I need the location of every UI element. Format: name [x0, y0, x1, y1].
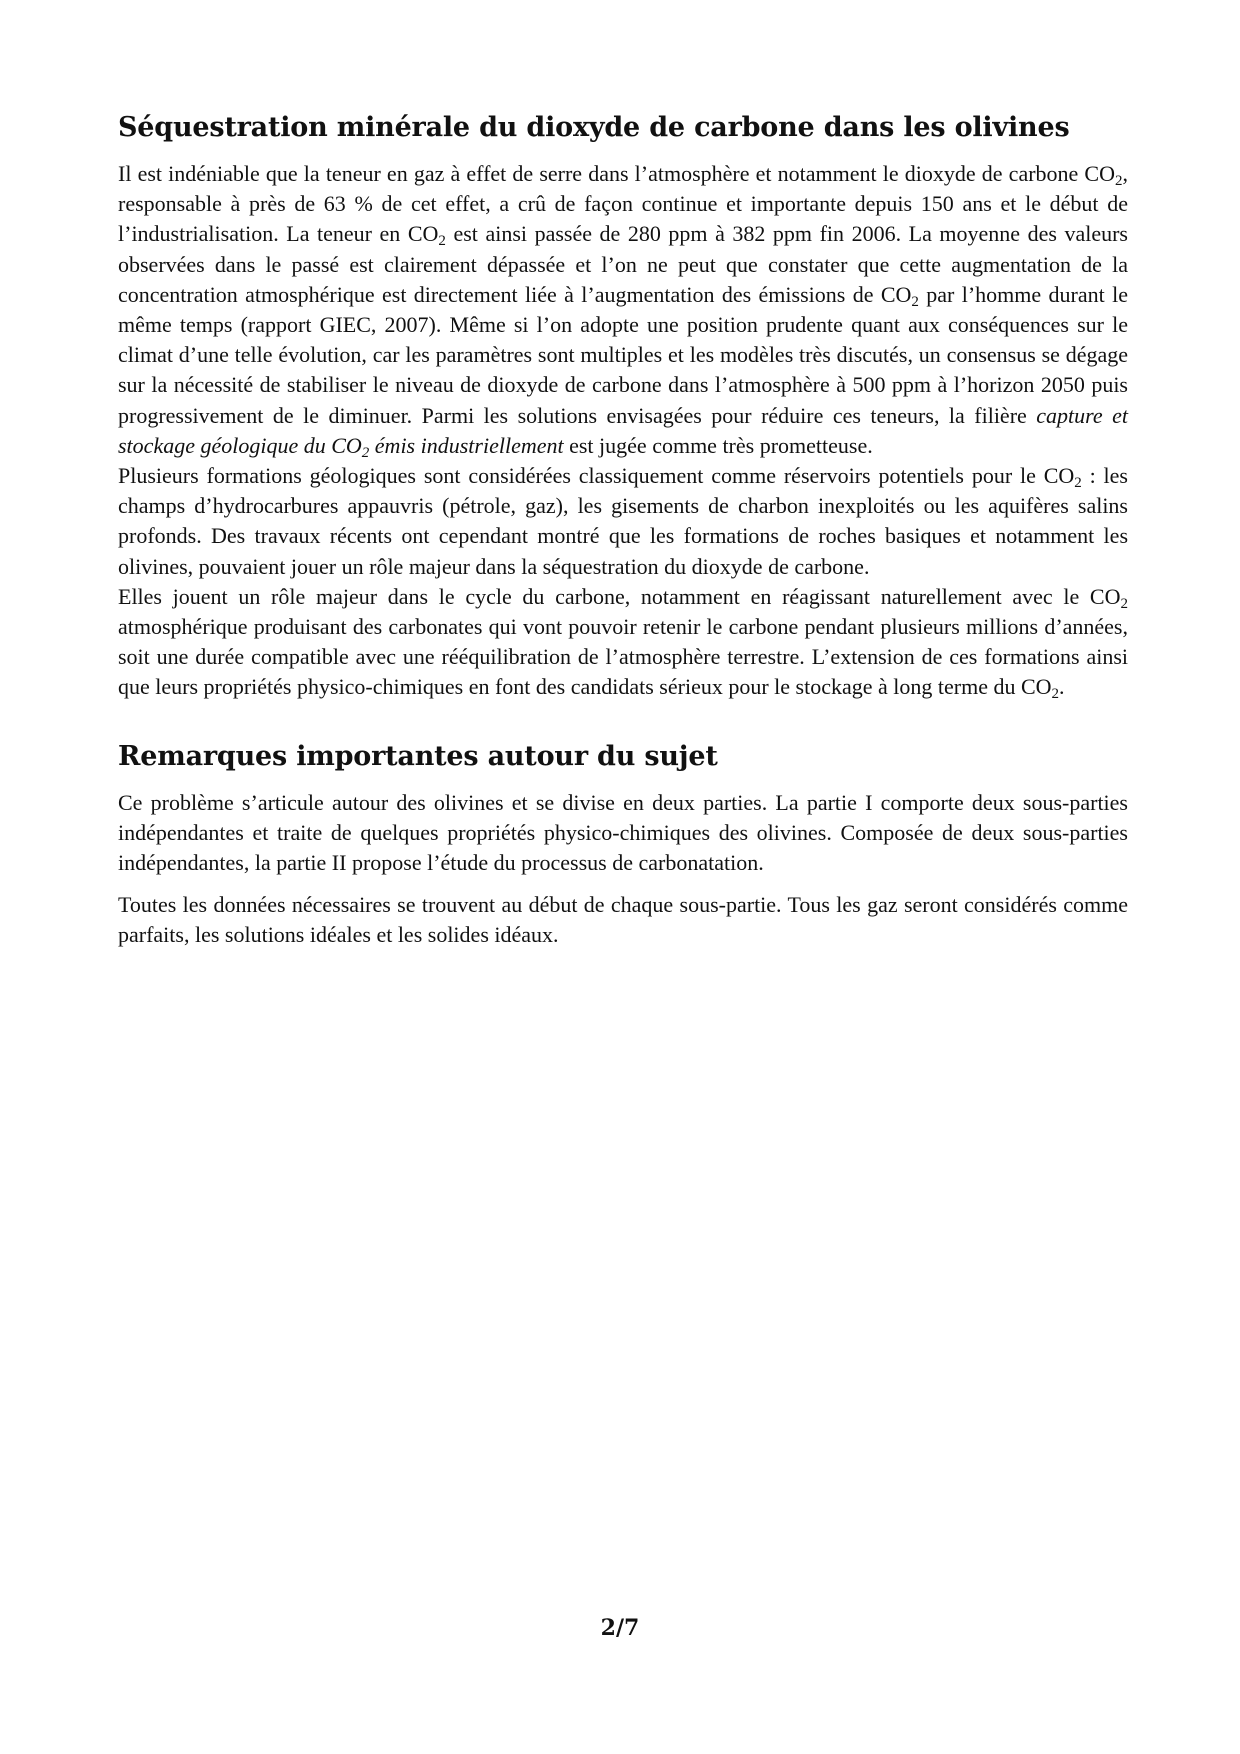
paragraph-intro: Il est indéniable que la teneur en gaz à effet de serre dans l’atmosphère et notamment le dioxyde de carbone $CO_2$, responsable à près de 63 % de cet effet, a crû de façon continue et importante depuis 150 ans et le début de l’industrialisation. La teneur en $CO_2$ est ainsi passée de 280 ppm à 382 ppm fin 2006. La moyenne des valeurs observées dans le passé est clairement dépassée et l’on ne peut que constater que cette augmentation de la concentration atmosphérique est directement liée à l’augmentation des émissions de $CO_2$ par l’homme durant le même temps (rapport GIEC, 2007). Même si l’on adopte une position prudente quant aux conséquences sur le climat d’une telle évolution, car les paramètres sont multiples et les modèles très discutés, un consensus se dégage sur la nécessité de stabiliser le niveau de dioxyde de carbone dans l’atmosphère à 500 ppm à l’horizon 2050 puis progressivement de le diminuer. Parmi les solutions envisagées pour réduire ces teneurs, la filière capture et stockage géologique du $CO_2$ émis industriellement est jugée comme très prometteuse.	[118, 161, 1129, 461]
paragraph-carbon-cycle: Elles jouent un rôle majeur dans le cycle du carbone, notamment en réagissant naturellement avec le $CO_2$ atmosphérique produisant des carbonates qui vont pouvoir retenir le carbone pendant plusieurs millions d’années, soit une durée compatible avec une rééquilibration de l’atmosphère terrestre. L’extension de ces formations ainsi que leurs propriétés physico-chimiques en font des candidats sérieux pour le stockage à long terme du $CO_2$.	[118, 583, 1128, 703]
paragraph-formations: Plusieurs formations géologiques sont considérées classiquement comme réservoirs potentiels pour le $CO_2$ : les champs d’hydrocarbures appauvris (pétrole, gaz), les gisements de charbon inexploités ou les aquifères salins profonds. Des travaux récents ont cependant montré que les formations de roches basiques et notamment les olivines, pouvaient jouer un rôle majeur dans la séquestration du dioxyde de carbone.	[118, 463, 1128, 579]
emphasis-ccs: capture et stockage géologique du $CO_2$ émis industriellement	[118, 402, 1129, 461]
page-number: 2/7	[600, 1615, 640, 1641]
paragraph-structure: Ce problème s’articule autour des olivines et se divise en deux parties. La partie I comporte deux sous-parties indépendantes et traite de quelques propriétés physico-chimiques des olivines. Composée de deux sous-parties indépendantes, la partie II propose l’étude du processus de carbonatation.	[118, 789, 1128, 876]
section-title-sequestration: Séquestration minérale du dioxyde de carbone dans les olivines	[118, 112, 1070, 143]
page-content	[118, 112, 1128, 951]
paragraph-assumptions: Toutes les données nécessaires se trouvent au début de chaque sous-partie. Tous les gaz seront considérés comme parfaits, les solutions idéales et les solides idéaux.	[118, 892, 1128, 948]
section-title-remarks: Remarques importantes autour du sujet	[118, 740, 718, 772]
